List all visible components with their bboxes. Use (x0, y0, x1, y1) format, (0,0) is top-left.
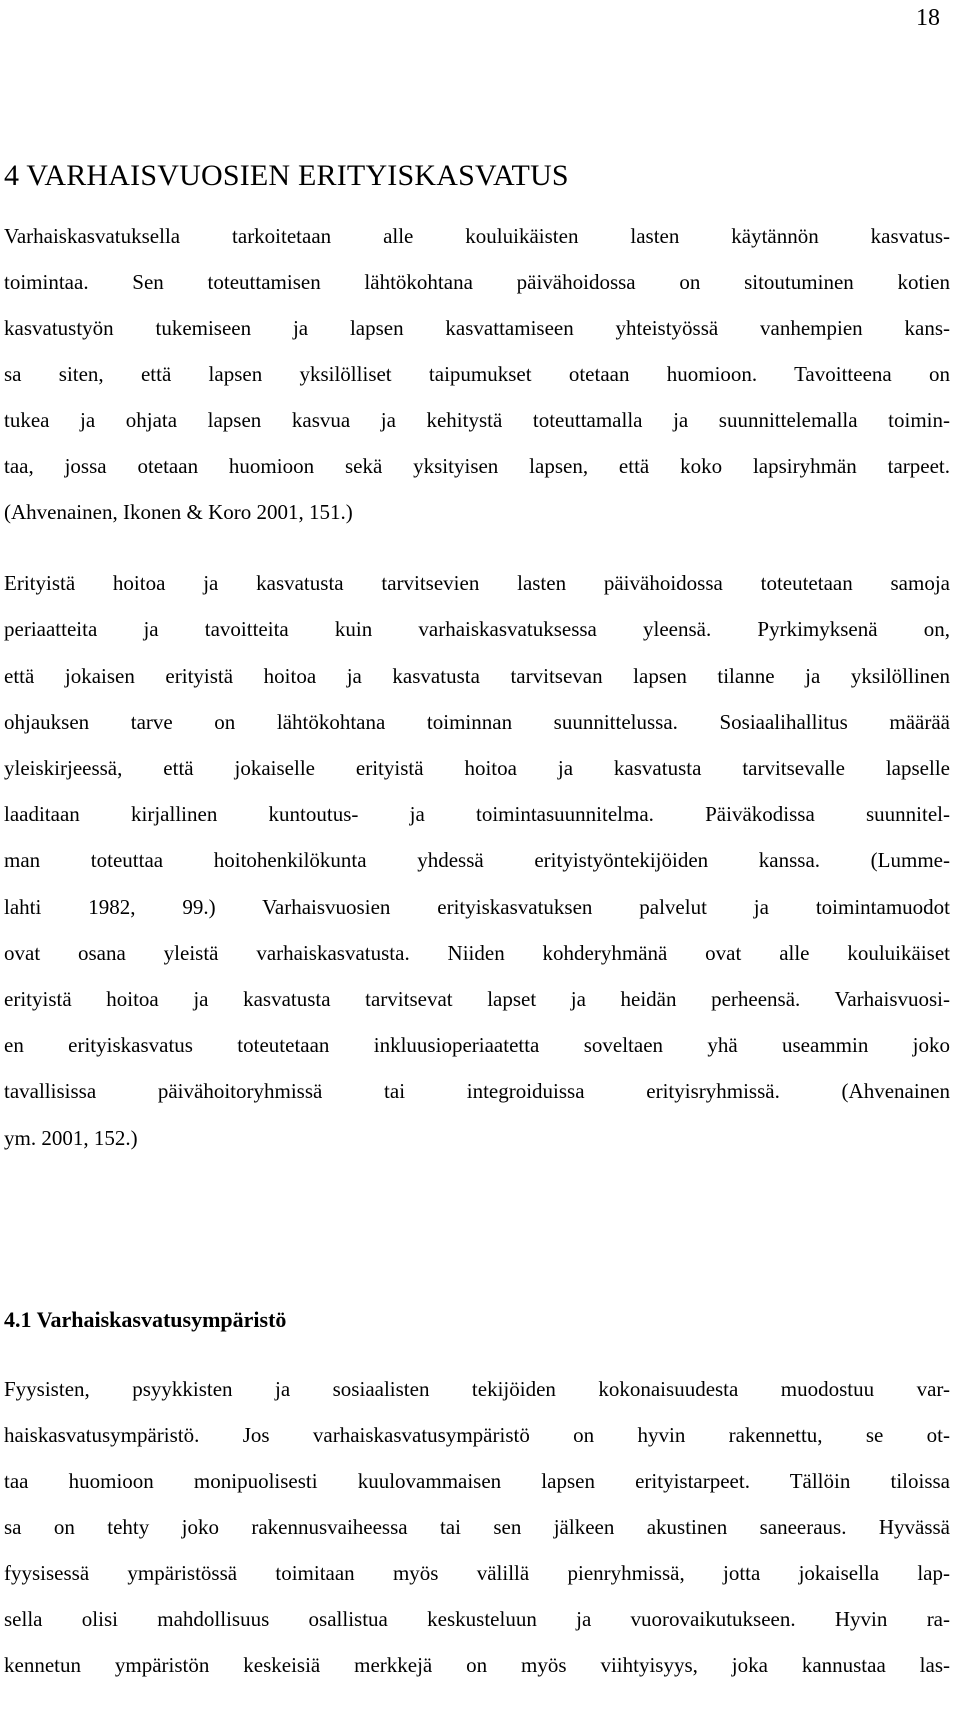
text-line: taa, jossa otetaan huomioon sekä yksityisen lapsen, että koko lapsiryhmän tarpeet. (4, 454, 950, 478)
text-line: ym. 2001, 152.) (4, 1126, 138, 1150)
text-line: ohjauksen tarve on lähtökohtana toiminnan suunnittelussa. Sosiaalihallitus määrää (4, 710, 950, 734)
text-line: sa siten, että lapsen yksilölliset taipumukset otetaan huomioon. Tavoitteena on (4, 362, 950, 386)
page-number: 18 (916, 5, 940, 31)
text-line: yleiskirjeessä, että jokaiselle erityistä hoitoa ja kasvatusta tarvitsevalle lapselle (4, 756, 950, 780)
text-line: toimintaa. Sen toteuttamisen lähtökohtana päivähoidossa on sitoutuminen kotien (4, 270, 950, 294)
text-line: haiskasvatusympäristö. Jos varhaiskasvatusympäristö on hyvin rakennettu, se ot- (4, 1423, 950, 1447)
text-line: sa on tehty joko rakennusvaiheessa tai sen jälkeen akustinen saneeraus. Hyvässä (4, 1515, 950, 1539)
text-line: (Ahvenainen, Ikonen & Koro 2001, 151.) (4, 500, 353, 524)
text-line: laaditaan kirjallinen kuntoutus- ja toimintasuunnitelma. Päiväkodissa suunnitel- (4, 802, 950, 826)
text-line: en erityiskasvatus toteutetaan inkluusioperiaatetta soveltaen yhä useammin joko (4, 1033, 950, 1057)
text-line: kennetun ympäristön keskeisiä merkkejä on myös viihtyisyys, joka kannustaa las- (4, 1653, 950, 1677)
text-line: erityistä hoitoa ja kasvatusta tarvitsevat lapset ja heidän perheensä. Varhaisvuosi- (4, 987, 950, 1011)
text-line: että jokaisen erityistä hoitoa ja kasvatusta tarvitsevan lapsen tilanne ja yksilöllinen (4, 664, 950, 688)
text-line: sella olisi mahdollisuus osallistua keskusteluun ja vuorovaikutukseen. Hyvin ra- (4, 1607, 950, 1631)
section-heading: 4.1 Varhaiskasvatusympäristö (4, 1307, 287, 1332)
text-line: ovat osana yleistä varhaiskasvatusta. Niiden kohderyhmänä ovat alle kouluikäiset (4, 941, 950, 965)
chapter-heading: 4 VARHAISVUOSIEN ERITYISKASVATUS (4, 159, 569, 192)
text-line: kasvatustyön tukemiseen ja lapsen kasvattamiseen yhteistyössä vanhempien kans- (4, 316, 950, 340)
text-line: tavallisissa päivähoitoryhmissä tai integroiduissa erityisryhmissä. (Ahvenainen (4, 1079, 950, 1103)
text-line: tukea ja ohjata lapsen kasvua ja kehitystä toteuttamalla ja suunnittelemalla toimin- (4, 408, 950, 432)
text-line: fyysisessä ympäristössä toimitaan myös välillä pienryhmissä, jotta jokaisella lap- (4, 1561, 950, 1585)
text-line: Erityistä hoitoa ja kasvatusta tarvitsevien lasten päivähoidossa toteutetaan samoja (4, 571, 950, 595)
text-line: Fyysisten, psyykkisten ja sosiaalisten tekijöiden kokonaisuudesta muodostuu var- (4, 1377, 950, 1401)
text-line: man toteuttaa hoitohenkilökunta yhdessä erityistyöntekijöiden kanssa. (Lumme- (4, 848, 950, 872)
text-line: Varhaiskasvatuksella tarkoitetaan alle kouluikäisten lasten käytännön kasvatus- (4, 224, 950, 248)
text-line: taa huomioon monipuolisesti kuulovammaisen lapsen erityistarpeet. Tällöin tiloissa (4, 1469, 950, 1493)
text-line: periaatteita ja tavoitteita kuin varhaiskasvatuksessa yleensä. Pyrkimyksenä on, (4, 617, 950, 641)
text-line: lahti 1982, 99.) Varhaisvuosien erityiskasvatuksen palvelut ja toimintamuodot (4, 895, 950, 919)
